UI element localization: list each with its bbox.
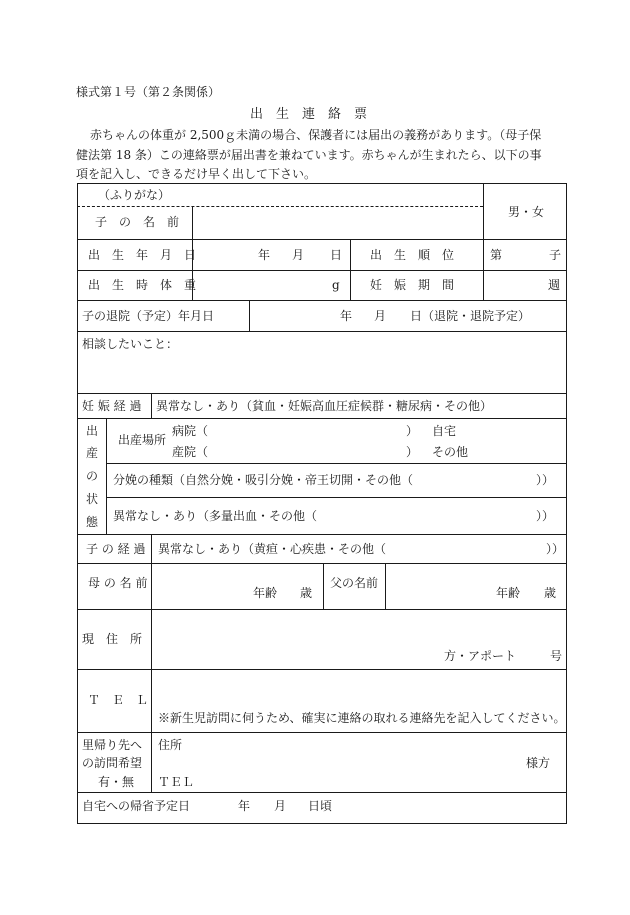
birth-place-label: 出産場所 (118, 433, 167, 447)
birth-order-suffix: 子 (549, 248, 562, 262)
birth-state-char: 態 (86, 515, 99, 529)
satogaeri-label-line-1: 里帰り先へ (82, 738, 143, 752)
father-age-unit: 歳 (544, 586, 557, 600)
home-option[interactable]: 自宅 (432, 424, 457, 438)
grid-line (106, 497, 567, 498)
form-number: 様式第１号（第２条関係） (76, 85, 221, 99)
child-status-close: ）） (546, 542, 565, 556)
grid-line (106, 463, 567, 464)
birth-weight-label: 出 生 時 体 重 (88, 278, 197, 292)
birth-state-char: の (86, 469, 99, 483)
grid-line (385, 563, 386, 609)
grid-line (483, 183, 484, 300)
birth-year-unit: 年 (258, 248, 271, 262)
grid-line (77, 270, 567, 271)
grid-line (77, 300, 567, 301)
furigana-dashed-line (77, 206, 483, 207)
birth-weight-unit: g (332, 278, 340, 292)
return-month-unit: 月 (274, 799, 287, 813)
grid-line (77, 792, 567, 793)
birth-date-label: 出 生 年 月 日 (88, 248, 197, 262)
intro-line-3: 項を記入し、できるだけ早く出して下さい。 (76, 167, 317, 181)
grid-line (77, 239, 567, 240)
return-day-unit: 日頃 (308, 799, 333, 813)
mother-age-label: 年齢 (253, 586, 278, 600)
intro-line-1: 赤ちゃんの体重が 2,500ｇ未満の場合、保護者には届出の義務があります。（母子保 (90, 128, 542, 142)
sex-select[interactable]: 男・女 (508, 205, 545, 219)
furigana-label: （ふりがな） (98, 188, 171, 202)
pregnancy-status-options[interactable]: 異常なし・あり（貧血・妊娠高血圧症候群・糖尿病・その他） (156, 399, 493, 413)
grid-line (151, 534, 152, 792)
grid-line (77, 331, 567, 332)
birth-order-label: 出 生 順 位 (370, 248, 455, 262)
room-unit: 号 (550, 649, 563, 663)
address-label: 現 住 所 (82, 632, 143, 646)
discharge-year-unit: 年 (340, 309, 353, 323)
birth-order-prefix: 第 (490, 248, 503, 262)
tel-label: Ｔ Ｅ Ｌ (88, 693, 149, 707)
clinic-close-paren: ） (406, 445, 419, 459)
page-title: 出 生 連 絡 票 (250, 107, 368, 122)
grid-line (323, 563, 324, 609)
delivery-type-close: ）） (536, 473, 555, 487)
gestation-unit: 週 (548, 278, 561, 292)
mother-age-unit: 歳 (300, 586, 313, 600)
birth-state-char: 出 (86, 424, 99, 438)
child-name-label: 子 の 名 前 (95, 215, 180, 229)
grid-line (106, 418, 107, 534)
birth-month-unit: 月 (292, 248, 305, 262)
discharge-note: 日（退院・退院予定） (410, 309, 531, 323)
father-age-label: 年齢 (496, 586, 521, 600)
return-date-label: 自宅への帰省予定日 (82, 799, 191, 813)
satogaeri-choice[interactable]: 有・無 (98, 775, 135, 789)
mother-name-label: 母 の 名 前 (88, 576, 148, 590)
satogaeri-sama: 様方 (526, 756, 551, 770)
grid-line (77, 183, 567, 184)
return-year-unit: 年 (238, 799, 251, 813)
grid-line (77, 418, 567, 419)
grid-line (151, 393, 152, 418)
delivery-status-close: ）） (536, 509, 555, 523)
discharge-label: 子の退院（予定）年月日 (82, 309, 215, 323)
birth-day-unit: 日 (330, 248, 343, 262)
grid-line (249, 300, 250, 331)
consult-label: 相談したいこと： (82, 337, 179, 351)
pregnancy-course-label: 妊 娠 経 過 (82, 399, 142, 413)
grid-line (566, 183, 567, 824)
gestation-label: 妊 娠 期 間 (370, 278, 455, 292)
delivery-type-options[interactable]: 分娩の種類（自然分娩・吸引分娩・帝王切開・その他（ (113, 473, 414, 487)
grid-line (77, 183, 78, 824)
satogaeri-address-label: 住所 (158, 738, 183, 752)
delivery-status-options[interactable]: 異常なし・あり（多量出血・その他（ (113, 509, 318, 523)
satogaeri-label-line-2: の訪問希望 (82, 756, 143, 770)
discharge-month-unit: 月 (374, 309, 387, 323)
child-course-label: 子 の 経 過 (86, 542, 146, 556)
child-status-options[interactable]: 異常なし・あり（黄疸・心疾患・その他（ (158, 542, 387, 556)
tel-note: ※新生児訪問に伺うため、確実に連絡の取れる連絡先を記入してください。 (158, 711, 566, 725)
apartment-label: 方・アポート (444, 649, 517, 663)
child-name-field[interactable] (192, 206, 193, 239)
other-option[interactable]: その他 (432, 445, 469, 459)
grid-line (350, 239, 351, 300)
hospital-close-paren: ） (406, 424, 419, 438)
grid-line (77, 823, 567, 824)
hospital-option[interactable]: 病院（ (172, 424, 209, 438)
father-name-label: 父の名前 (330, 576, 379, 590)
satogaeri-tel-label: ＴＥＬ (158, 775, 195, 789)
birth-state-char: 状 (86, 492, 99, 506)
clinic-option[interactable]: 産院（ (172, 445, 209, 459)
intro-line-2: 健法第 18 条）この連絡票が届出書を兼ねています。赤ちゃんが生まれたら、以下の事 (76, 148, 542, 162)
birth-state-char: 産 (86, 446, 99, 460)
